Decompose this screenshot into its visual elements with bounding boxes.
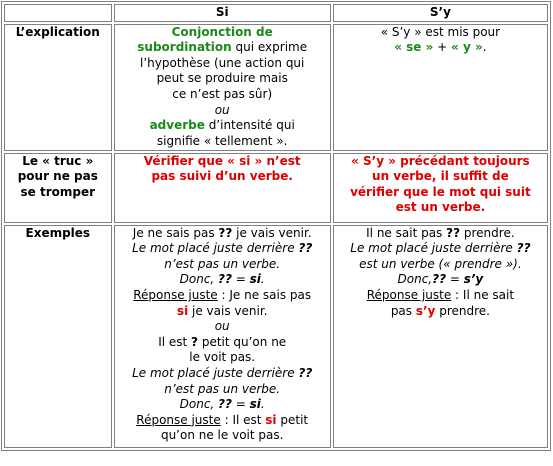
ex-si-q3: ?? <box>218 272 232 287</box>
cell-truc-si <box>114 153 331 223</box>
ex-sy-r2b: prendre. <box>435 303 490 318</box>
ex-si-d1b: Donc, <box>179 397 219 412</box>
ex-si-d2: = <box>231 272 250 287</box>
label-exemples: Exemples <box>4 225 112 448</box>
ex-si-2a: Il est <box>158 334 192 349</box>
ex-si-red1: si <box>176 303 189 318</box>
ex-sy-m1: Le mot placé juste derrière <box>350 241 517 256</box>
ex-sy-r1: : Il ne sait <box>451 287 515 302</box>
ex-si-r3: : Il est <box>220 412 266 427</box>
text-se: « se » <box>394 40 434 55</box>
header-empty <box>4 4 112 22</box>
ex-si-r4: qu’on ne le voit pas. <box>160 428 284 443</box>
ex-si-d1: Donc, <box>179 272 219 287</box>
label-explication: L’explication <box>4 24 112 151</box>
ex-si-r2b: je vais venir. <box>188 303 268 318</box>
cell-explication-sy <box>333 24 548 151</box>
ex-si-1b: je vais venir. <box>232 225 312 240</box>
text-conjonction: Conjonction de <box>171 24 273 39</box>
text-truc-si-2: pas suivi d’un verbe. <box>151 169 293 184</box>
comparison-table <box>1 1 551 451</box>
label-truc <box>4 153 112 223</box>
label-truc-3: se tromper <box>20 184 96 199</box>
text-truc-sy-3: vérifier que le mot qui suit <box>350 184 531 199</box>
text-truc-sy-1: « S’y » précédant toujours <box>351 153 530 168</box>
ex-si-r1: : Je ne sais pas <box>217 287 312 302</box>
text-expl-3: l’hypothèse (une action qui <box>140 55 305 70</box>
text-adverbe: adverbe <box>149 118 205 133</box>
ex-sy-r2a: pas <box>390 303 416 318</box>
label-truc-2: pour ne pas <box>17 169 98 184</box>
text-ou: ou <box>214 102 230 117</box>
text-y: « y » <box>451 40 483 55</box>
text-expl-2: qui exprime <box>231 40 308 55</box>
ex-si-word2: si <box>249 397 261 412</box>
ex-si-r3b: petit <box>276 412 309 427</box>
ex-si-red2: si <box>265 412 277 427</box>
cell-exemples-sy <box>333 225 548 448</box>
ex-si-m1b: Le mot placé juste derrière <box>132 365 299 380</box>
text-subordination: subordination <box>137 40 232 55</box>
ex-si-d2b: = <box>231 397 250 412</box>
label-truc-1: Le « truc » <box>22 153 94 168</box>
ex-sy-m2: est un verbe (« prendre »). <box>359 256 522 271</box>
row-truc <box>4 153 548 223</box>
ex-si-q5: ?? <box>218 397 232 412</box>
ex-si-rep2: Réponse juste <box>136 412 221 427</box>
ex-si-q2: ?? <box>298 241 313 256</box>
ex-si-q: ?? <box>218 225 233 240</box>
ex-si-2c: le voit pas. <box>189 350 256 365</box>
ex-sy-d1: Donc, <box>397 272 433 287</box>
ex-sy-q2: ?? <box>516 241 531 256</box>
text-expl-5: ce n’est pas sûr) <box>172 86 273 101</box>
text-truc-sy-2: un verbe, il suffit de <box>372 169 509 184</box>
header-sy: S’y <box>333 4 548 22</box>
ex-sy-word: s’y <box>463 272 484 287</box>
header-row <box>4 4 548 22</box>
ex-si-rep: Réponse juste <box>133 287 218 302</box>
cell-exemples-si <box>114 225 331 448</box>
ex-si-q4: ?? <box>298 365 313 380</box>
header-si: Si <box>114 4 331 22</box>
ex-si-1a: Je ne sais pas <box>132 225 219 240</box>
ex-sy-red: s’y <box>415 303 436 318</box>
ex-si-ou: ou <box>214 319 230 334</box>
ex-sy-q: ?? <box>446 225 461 240</box>
ex-si-2b: petit qu’on ne <box>198 334 287 349</box>
ex-sy-1a: Il ne sait pas <box>366 225 447 240</box>
text-sy-expl-1: « S’y » est mis pour <box>380 24 501 39</box>
ex-si-q1: ? <box>191 334 199 349</box>
text-truc-sy-4: est un verbe. <box>395 200 486 215</box>
ex-si-dot: . <box>260 272 265 287</box>
ex-sy-d2: = <box>446 272 464 287</box>
text-plus: + <box>433 40 452 55</box>
ex-si-m2b: n’est pas un verbe. <box>164 381 281 396</box>
text-expl-7: d’intensité qui <box>204 118 295 133</box>
row-explication <box>4 24 548 151</box>
text-expl-8: signifie « tellement ». <box>156 133 288 148</box>
ex-si-word: si <box>249 272 261 287</box>
ex-sy-rep: Réponse juste <box>366 287 452 302</box>
ex-si-m1: Le mot placé juste derrière <box>132 241 299 256</box>
ex-si-dot2: . <box>260 397 265 412</box>
cell-truc-sy <box>333 153 548 223</box>
cell-explication-si <box>114 24 331 151</box>
text-truc-si-1: Vérifier que « si » n’est <box>143 153 301 168</box>
text-dot: . <box>482 40 487 55</box>
text-expl-4: peut se produire mais <box>156 71 288 86</box>
ex-si-m2: n’est pas un verbe. <box>164 256 281 271</box>
ex-sy-1b: prendre. <box>460 225 515 240</box>
row-exemples <box>4 225 548 448</box>
ex-sy-q3: ?? <box>432 272 447 287</box>
